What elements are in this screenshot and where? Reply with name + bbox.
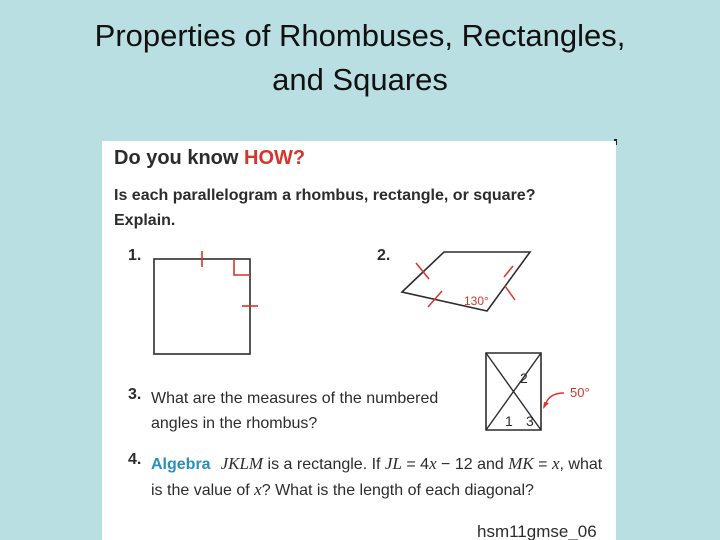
footer-code: hsm11gmse_06 [477,522,597,540]
rhombus-angle-label: 130° [464,294,489,308]
angle-arrow [546,393,564,403]
angle-2-label: 2 [520,370,528,386]
header-prefix: Do you know [114,147,244,169]
angle-1-label: 1 [505,413,513,429]
q4-text-seg: ? What is the length of each diagonal? [261,482,534,499]
q4-var-x: x [254,480,262,499]
textbook-excerpt [102,141,616,540]
algebra-label: Algebra [151,456,211,473]
intro-text: Is each parallelogram a rhombus, rectangle, or square? Explain. [114,187,536,229]
q3-number: 3. [128,386,142,403]
q4-text-seg: − 12 and [436,456,509,473]
q4-var-x: x [429,454,437,473]
angle-3-label: 3 [526,413,534,429]
q4-diag-jl: JL [384,454,402,473]
q2-number: 2. [377,247,391,264]
q4-text-seg: = 4 [401,456,430,473]
q4-text-seg: = [533,456,552,473]
q4-number: 4. [128,451,142,468]
q1-number: 1. [128,247,142,264]
slide-title-line2: and Squares [272,62,448,97]
q3-text: What are the measures of the numbered angles in the rhombus? [151,390,439,432]
q4-rect-name: JKLM [220,454,264,473]
header-emphasis: HOW? [244,147,306,169]
angle-arrowhead [543,402,549,409]
given-angle-label: 50° [570,385,590,400]
q4-diag-mk: MK [508,454,534,473]
slide-title [0,14,720,102]
q4-text-seg: is a rectangle. If [263,456,385,473]
q4-var-x: x [551,454,560,473]
q4-text [151,451,611,503]
q4-text-seg: , what is the value of [151,456,603,499]
slide-title-line1: Properties of Rhombuses, Rectangles, [94,18,626,53]
